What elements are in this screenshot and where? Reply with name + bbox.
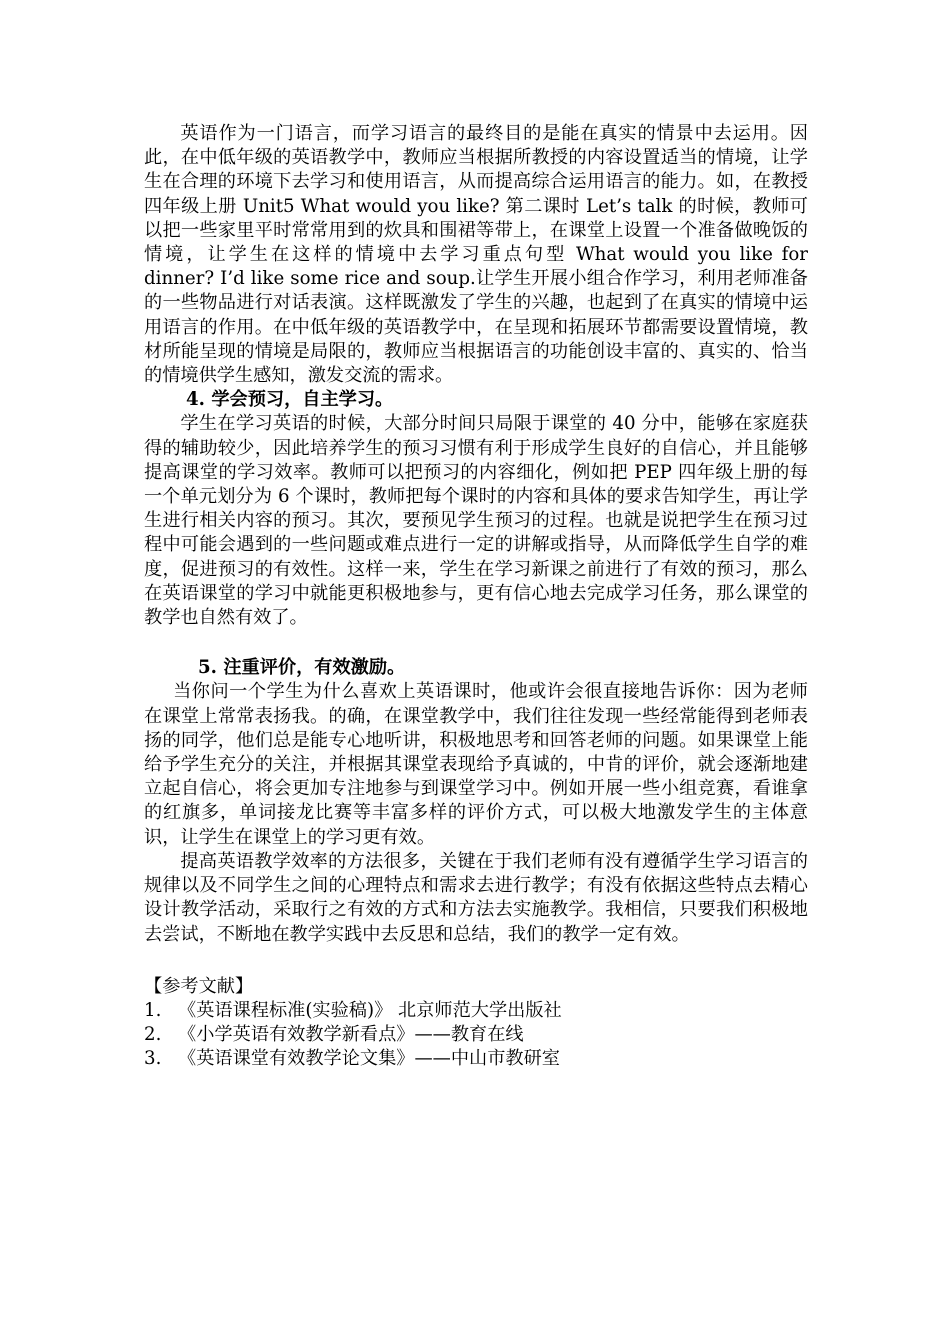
section-heading-preview: 4. 学会预习，自主学习。: [186, 389, 394, 411]
reference-text: 《英语课堂有效教学论文集》——中山市教研室: [178, 1048, 560, 1070]
reference-text: 《英语课程标准(实验稿)》 北京师范大学出版社: [178, 999, 562, 1021]
reference-number: 3.: [144, 1048, 162, 1070]
document-page: [144, 122, 808, 1072]
section-heading-evaluation: 5. 注重评价，有效激励。: [198, 657, 406, 679]
reference-number: 2.: [144, 1024, 162, 1046]
paragraph-conclusion: 提高英语教学效率的方法很多，关键在于我们老师有没有遵循学生学习语言的规律以及不同学生之间的心理特点和需求去进行教学；有没有依据这些特点去精心设计教学活动，采取行之有效的方式和方法去实施教学。我相信，只要我们积极地去尝试，不断地在教学实践中去反思和总结，我们的教学一定有效。: [144, 850, 808, 945]
references-title: 【参考文献】: [144, 975, 254, 997]
blank-line: [144, 630, 808, 656]
reference-item: [144, 1047, 808, 1071]
reference-item: [144, 1023, 808, 1047]
reference-item: [144, 999, 808, 1023]
reference-number: 1.: [144, 999, 162, 1021]
blank-line: [144, 947, 808, 975]
paragraph-evaluation: 当你问一个学生为什么喜欢上英语课时，他或许会很直接地告诉你：因为老师在课堂上常常表扬我。的确，在课堂教学中，我们往往发现一些经常能得到老师表扬的同学，他们总是能专心地听讲，积极地思考和回答老师的问题。如果课堂上能给予学生充分的关注，并根据其课堂表现给予真诚的，中肯的评价，就会逐渐地建立起自信心，将会更加专注地参与到课堂学习中。例如开展一些小组竞赛，看谁拿的红旗多，单词接龙比赛等丰富多样的评价方式，可以极大地激发学生的主体意识，让学生在课堂上的学习更有效。: [144, 681, 808, 848]
paragraph-situational-teaching: 英语作为一门语言，而学习语言的最终目的是能在真实的情景中去运用。因此，在中低年级的英语教学中，教师应当根据所教授的内容设置适当的情境，让学生在合理的环境下去学习和使用语言，从而提高综合运用语言的能力。如，在教授四年级上册 Unit5 What would you like? 第二课时 Let’s talk 的时候，教师可以把一些家里平时常常用到的炊具和围裙等带上，在课堂上设置一个准备做晚饭的情境，让学生在这样的情境中去学习重点句型 What would you like for dinner? I’d like some rice and soup.让学生开展小组合作学习，利用老师准备的一些物品进行对话表演。这样既激发了学生的兴趣，也起到了在真实的情境中运用语言的作用。在中低年级的英语教学中，在呈现和拓展环节都需要设置情境，教材所能呈现的情境是局限的，教师应当根据语言的功能创设丰富的、真实的、恰当的情境供学生感知，激发交流的需求。: [144, 123, 808, 387]
references-list: [144, 999, 808, 1072]
reference-text: 《小学英语有效教学新看点》——教育在线: [178, 1024, 524, 1046]
paragraph-preview: 学生在学习英语的时候，大部分时间只局限于课堂的 40 分中，能够在家庭获得的辅助较少，因此培养学生的预习习惯有利于形成学生良好的自信心，并且能够提高课堂的学习效率。教师可以把预习的内容细化，例如把 PEP 四年级上册的每一个单元划分为 6 个课时，教师把每个课时的内容和具体的要求告知学生，再让学生进行相关内容的预习。其次，要预见学生预习的过程。也就是说把学生在预习过程中可能会遇到的一些问题或难点进行一定的讲解或指导，从而降低学生自学的难度，促进预习的有效性。这样一来，学生在学习新课之前进行了有效的预习，那么在英语课堂的学习中就能更积极地参与，更有信心地去完成学习任务，那么课堂的教学也自然有效了。: [144, 413, 808, 629]
